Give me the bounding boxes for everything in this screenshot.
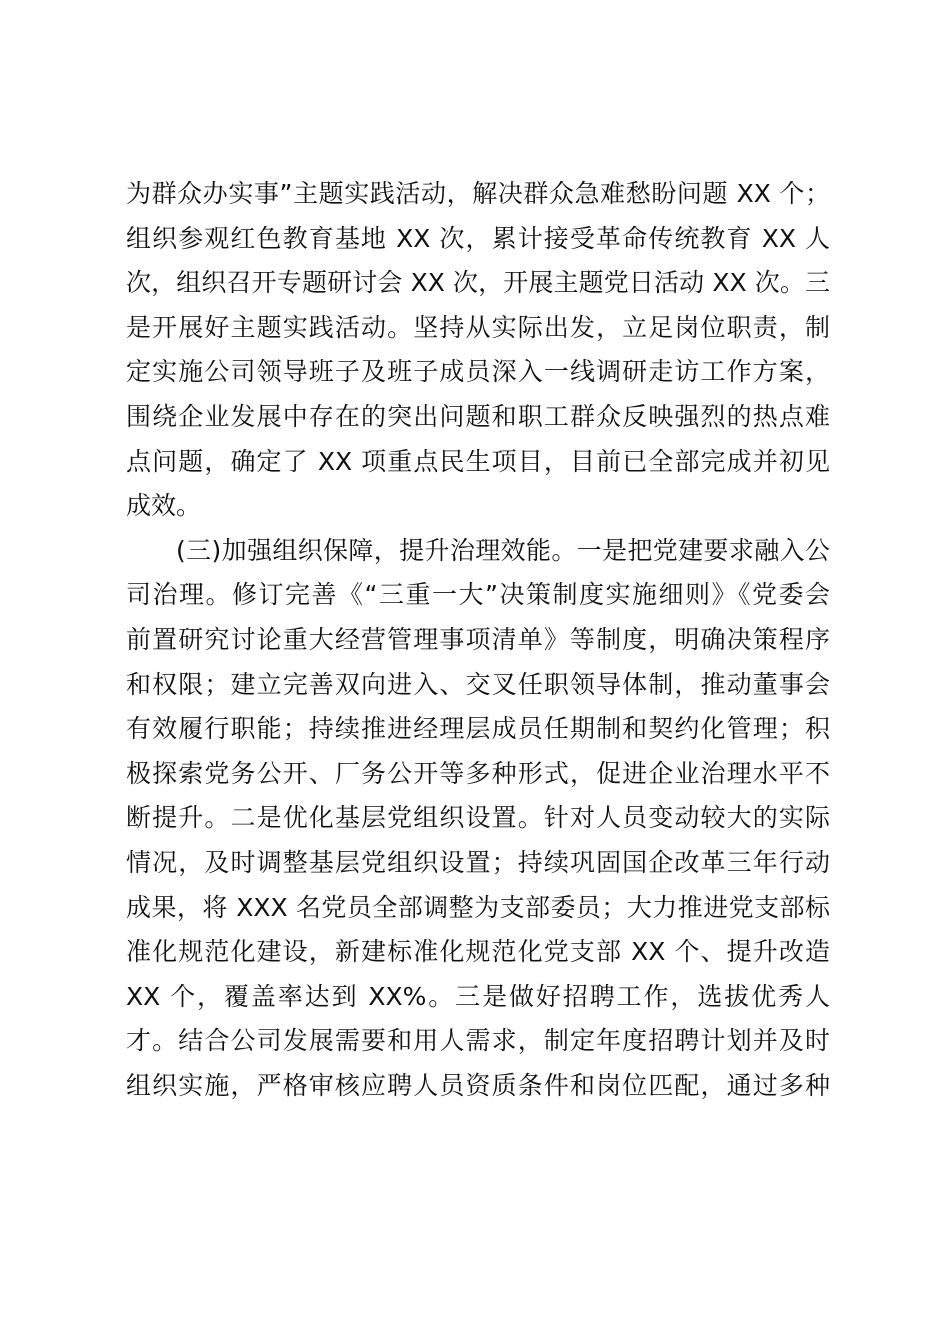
paragraph-2-line-2: 司治理。修订完善《“三重一大”决策制度实施细则》《党委会: [126, 580, 830, 610]
paragraph-1-line-1: 为群众办实事”主题实践活动，解决群众急难愁盼问题 XX 个；: [126, 179, 830, 208]
paragraph-1-line-5: 定实施公司领导班子及班子成员深入一线调研走访工作方案，: [126, 357, 830, 387]
paragraph-1-line-2: 组织参观红色教育基地 XX 次，累计接受革命传统教育 XX 人: [126, 223, 830, 253]
paragraph-2-line-6: 极探索党务公开、厂务公开等多种形式，促进企业治理水平不: [126, 758, 830, 788]
paragraph-1-line-3: 次，组织召开专题研讨会 XX 次，开展主题党日活动 XX 次。三: [126, 268, 830, 298]
paragraph-2-line-5: 有效履行职能；持续推进经理层成员任期制和契约化管理；积: [126, 714, 830, 744]
paragraph-2-line-1: (三)加强组织保障，提升治理效能。一是把党建要求融入公: [176, 535, 830, 565]
paragraph-2-line-4: 和权限；建立完善双向进入、交叉任职领导体制，推动董事会: [126, 669, 830, 699]
paragraph-2-line-12: 才。结合公司发展需要和用人需求，制定年度招聘计划并及时: [126, 1026, 830, 1056]
paragraph-2-line-9: 成果，将 XXX 名党员全部调整为支部委员；大力推进党支部标: [126, 892, 830, 922]
paragraph-1-line-7: 点问题，确定了 XX 项重点民生项目，目前已全部完成并初见: [126, 446, 830, 476]
paragraph-2-line-13: 组织实施，严格审核应聘人员资质条件和岗位匹配，通过多种: [126, 1070, 830, 1100]
body-text: [126, 172, 830, 1108]
paragraph-2-line-11: XX 个，覆盖率达到 XX%。三是做好招聘工作，选拔优秀人: [126, 981, 830, 1011]
paragraph-1-line-6: 围绕企业发展中存在的突出问题和职工群众反映强烈的热点难: [126, 401, 830, 431]
paragraph-2-line-8: 情况，及时调整基层党组织设置；持续巩固国企改革三年行动: [126, 847, 830, 877]
paragraph-1-line-8: 成效。: [126, 491, 202, 521]
paragraph-2-line-7: 断提升。二是优化基层党组织设置。针对人员变动较大的实际: [126, 803, 830, 833]
paragraph-1-line-4: 是开展好主题实践活动。坚持从实际出发，立足岗位职责，制: [126, 312, 830, 342]
paragraph-2-line-3: 前置研究讨论重大经营管理事项清单》等制度，明确决策程序: [126, 624, 830, 654]
paragraph-2-line-10: 准化规范化建设，新建标准化规范化党支部 XX 个、提升改造: [126, 937, 830, 967]
